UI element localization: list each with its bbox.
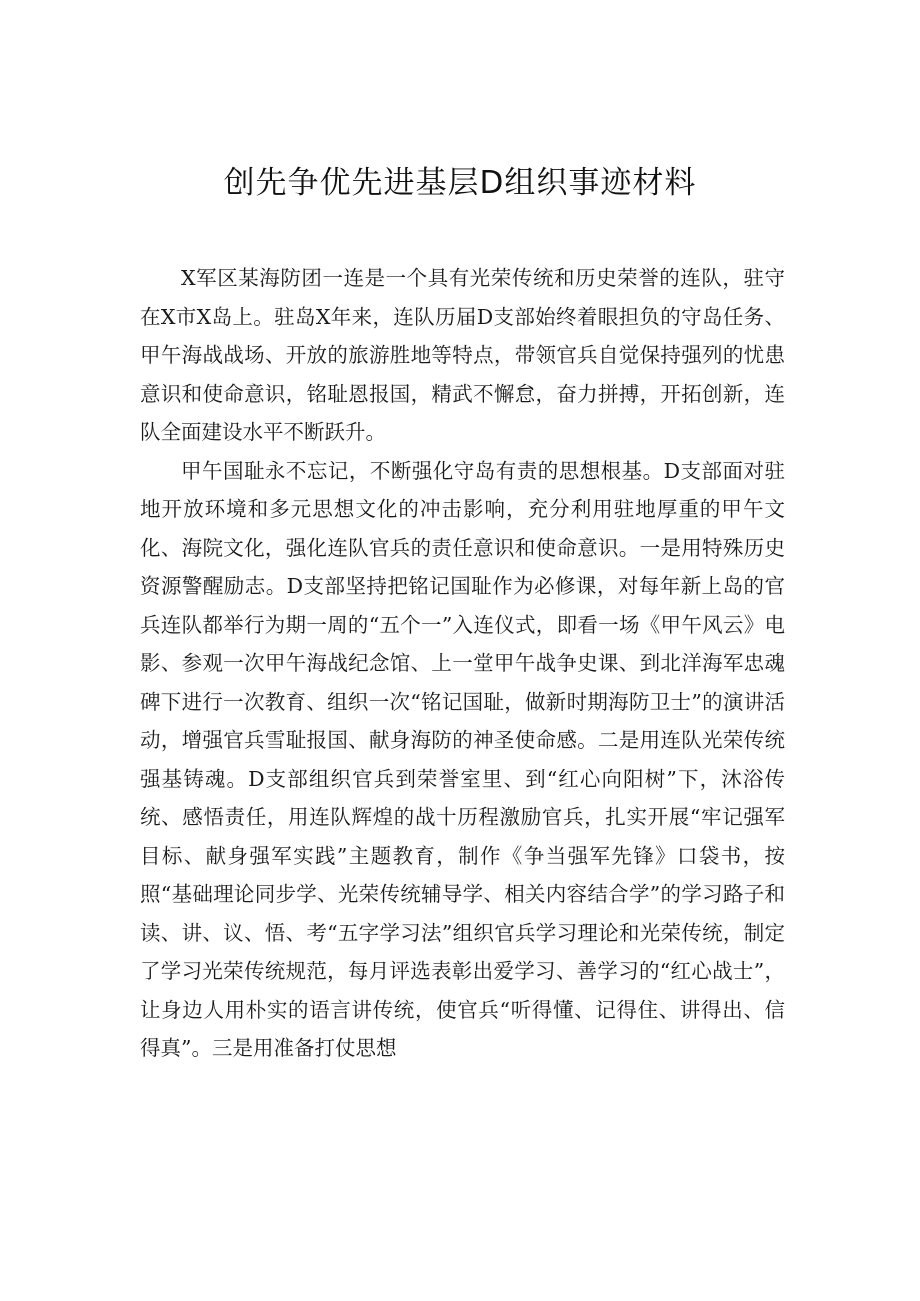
document-body xyxy=(140,259,785,1068)
paragraph-main: 甲午国耻永不忘记，不断强化守岛有责的思想根基。D支部面对驻地开放环境和多元思想文化的冲击影响，充分利用驻地厚重的甲午文化、海院文化，强化连队官兵的责任意识和使命意识。一是用特殊历史资源警醒励志。D支部坚持把铭记国耻作为必修课，对每年新上岛的官兵连队都举行为期一周的“五个一”入连仪式，即看一场《甲午风云》电影、参观一次甲午海战纪念馆、上一堂甲午战争史课、到北洋海军忠魂碑下进行一次教育、组织一次“铭记国耻，做新时期海防卫士”的演讲活动，增强官兵雪耻报国、献身海防的神圣使命感。二是用连队光荣传统强基铸魂。D支部组织官兵到荣誉室里、到“红心向阳树”下，沐浴传统、感悟责任，用连队辉煌的战十历程激励官兵，扎实开展“牢记强军目标、献身强军实践”主题教育，制作《争当强军先锋》口袋书，按照“基础理论同步学、光荣传统辅导学、相关内容结合学”的学习路子和读、讲、议、悟、考“五字学习法”组织官兵学习理论和光荣传统，制定了学习光荣传统规范，每月评选表彰出爱学习、善学习的“红心战士”，让身边人用朴实的语言讲传统，使官兵“听得懂、记得住、讲得出、信得真”。三是用准备打仗思想 xyxy=(140,458,785,1060)
paragraph-intro: X军区某海防团一连是一个具有光荣传统和历史荣誉的连队，驻守在X市X岛上。驻岛X年来，连队历届D支部始终着眼担负的守岛任务、甲午海战战场、开放的旅游胜地等特点，带领官兵自觉保持强列的忧患意识和使命意识，铭耻恩报国，精武不懈怠，奋力拼搏，开拓创新，连队全面建设水平不断跃升。 xyxy=(140,266,785,444)
document-title: 创先争优先进基层D组织事迹材料 xyxy=(223,165,697,201)
